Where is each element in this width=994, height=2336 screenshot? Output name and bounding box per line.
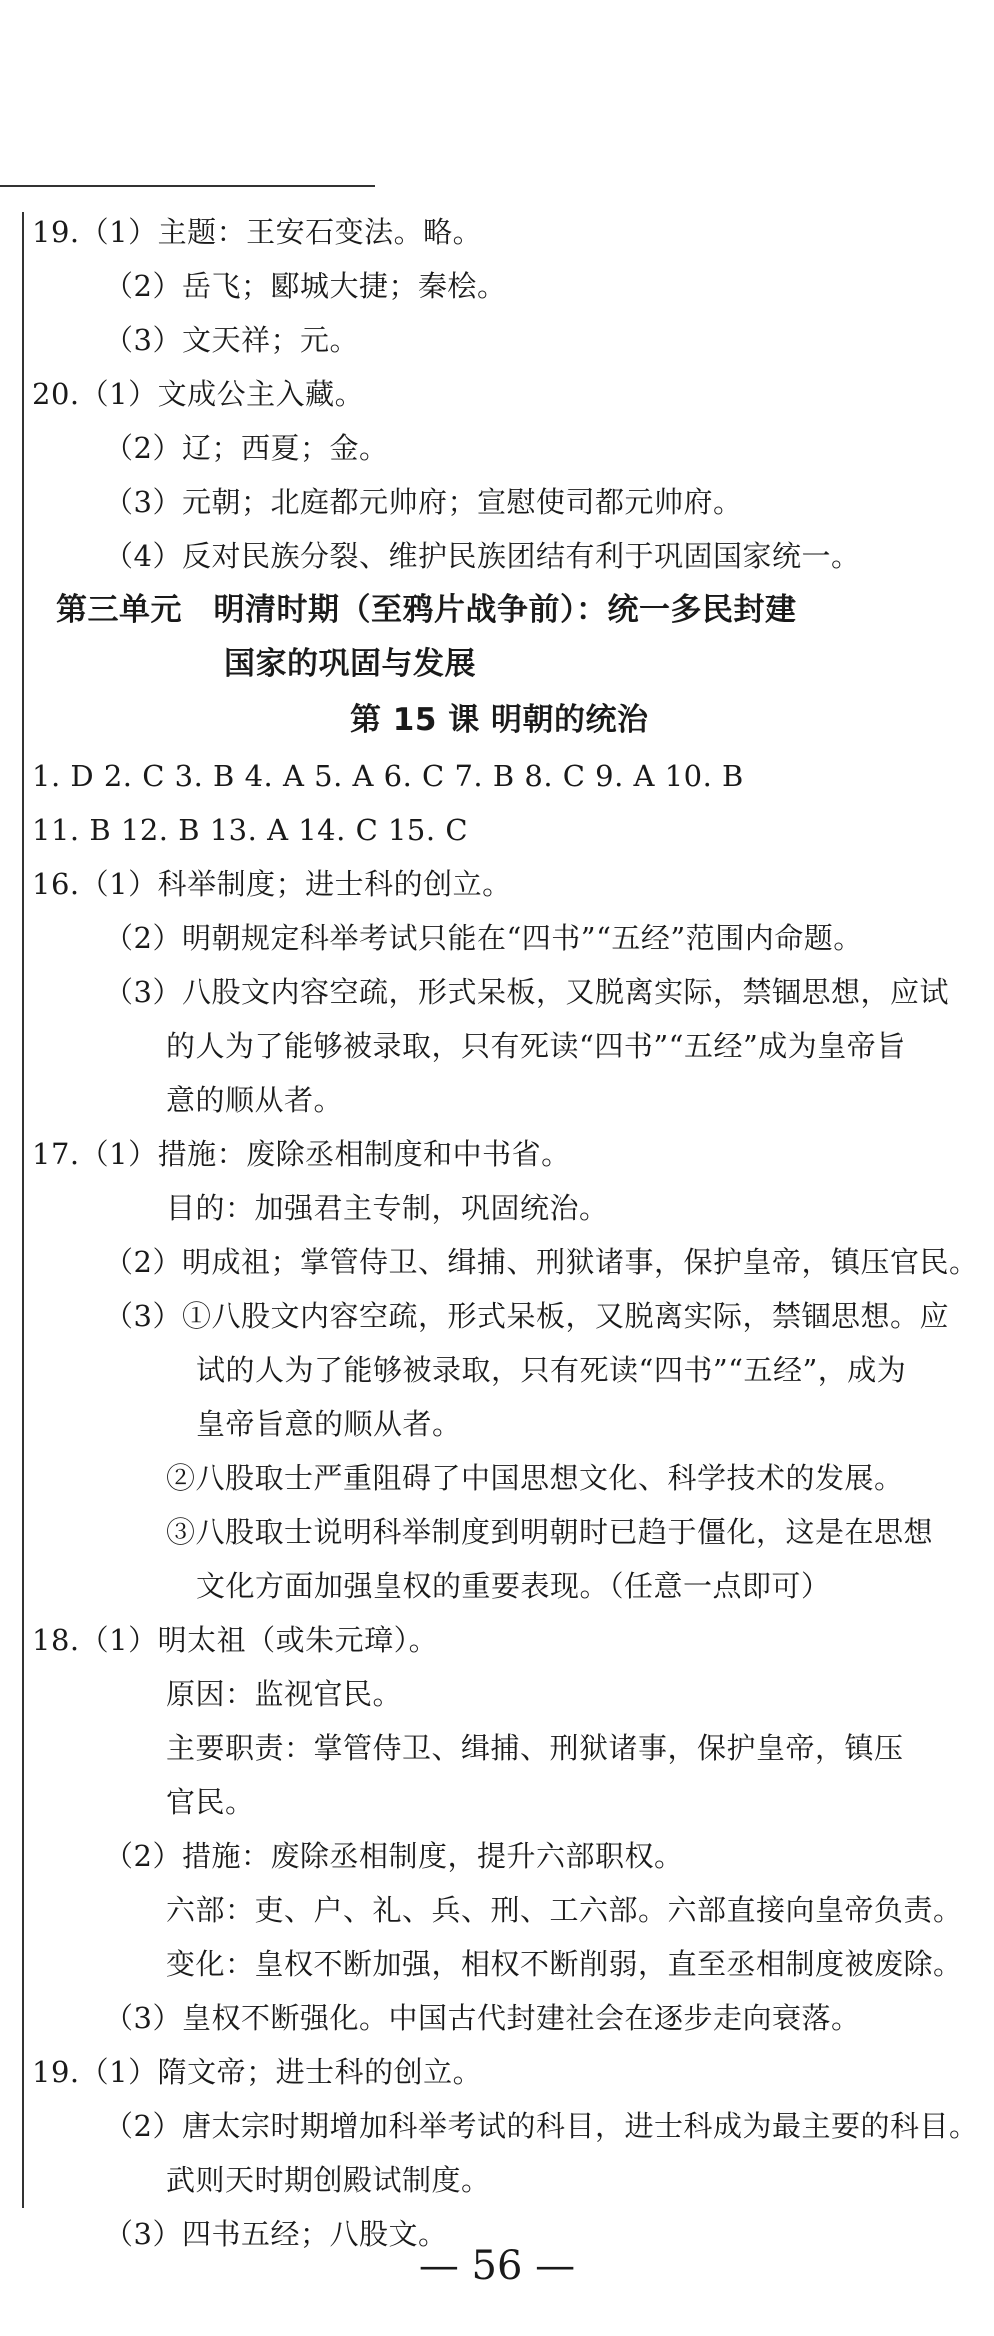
answer-line: 17.（1）措施：废除丞相制度和中书省。 (32, 1137, 571, 1171)
top-rule (0, 185, 375, 187)
answer-line: （3）①八股文内容空疏，形式呆板，又脱离实际，禁锢思想。应 (104, 1299, 949, 1333)
answer-line: 20.（1）文成公主入藏。 (32, 377, 365, 411)
answer-line: 试的人为了能够被录取，只有死读“四书”“五经”，成为 (196, 1353, 907, 1387)
answer-line: （4）反对民族分裂、维护民族团结有利于巩固国家统一。 (104, 539, 861, 573)
answer-line: 19.（1）主题：王安石变法。略。 (32, 215, 483, 249)
answer-line: （2）辽；西夏；金。 (104, 431, 389, 465)
answer-line: 的人为了能够被录取，只有死读“四书”“五经”成为皇帝旨 (166, 1029, 906, 1063)
answer-line: （2）明成祖；掌管侍卫、缉捕、刑狱诸事，保护皇帝，镇压官民。 (104, 1245, 979, 1279)
answer-line: 1. D 2. C 3. B 4. A 5. A 6. C 7. B 8. C 9. A 10. B (32, 759, 744, 793)
answer-line: 原因：监视官民。 (166, 1677, 403, 1711)
answer-line: （3）四书五经；八股文。 (104, 2217, 448, 2251)
answer-line: 16.（1）科举制度；进士科的创立。 (32, 867, 512, 901)
answer-line: 六部：吏、户、礼、兵、刑、工六部。六部直接向皇帝负责。 (166, 1893, 963, 1927)
answer-line: 目的：加强君主专制，巩固统治。 (166, 1191, 609, 1225)
unit-title: 第三单元 明清时期（至鸦片战争前）：统一多民封建 (56, 592, 797, 628)
answer-line: （3）元朝；北庭都元帅府；宣慰使司都元帅府。 (104, 485, 743, 519)
unit-title: 国家的巩固与发展 (224, 646, 476, 682)
answer-line: （2）岳飞；郾城大捷；秦桧。 (104, 269, 507, 303)
answer-line: 主要职责：掌管侍卫、缉捕、刑狱诸事，保护皇帝，镇压 (166, 1731, 904, 1765)
answer-line: （3）皇权不断强化。中国古代封建社会在逐步走向衰落。 (104, 2001, 861, 2035)
answer-line: （3）八股文内容空疏，形式呆板，又脱离实际，禁锢思想，应试 (104, 975, 949, 1009)
answer-line: 文化方面加强皇权的重要表现。（任意一点即可） (196, 1569, 831, 1603)
answer-line: 11. B 12. B 13. A 14. C 15. C (32, 813, 469, 847)
answer-line: （2）措施：废除丞相制度，提升六部职权。 (104, 1839, 684, 1873)
answer-line: ②八股取士严重阻碍了中国思想文化、科学技术的发展。 (166, 1461, 904, 1495)
answer-line: （2）明朝规定科举考试只能在“四书”“五经”范围内命题。 (104, 921, 863, 955)
answer-line: 皇帝旨意的顺从者。 (196, 1407, 462, 1441)
margin-rule (22, 212, 24, 2208)
answer-line: （2）唐太宗时期增加科举考试的科目，进士科成为最主要的科目。 (104, 2109, 979, 2143)
answer-line: 武则天时期创殿试制度。 (166, 2163, 491, 2197)
answer-line: ③八股取士说明科举制度到明朝时已趋于僵化，这是在思想 (166, 1515, 934, 1549)
answer-line: 意的顺从者。 (166, 1083, 344, 1117)
answer-line: 19.（1）隋文帝；进士科的创立。 (32, 2055, 483, 2089)
answer-line: 18.（1）明太祖（或朱元璋）。 (32, 1623, 439, 1657)
answer-line: 变化：皇权不断加强，相权不断削弱，直至丞相制度被废除。 (166, 1947, 963, 1981)
page-number: — 56 — (418, 2243, 576, 2289)
lesson-title: 第 15 课 明朝的统治 (350, 702, 649, 738)
answer-line: （3）文天祥；元。 (104, 323, 359, 357)
answer-line: 官民。 (166, 1785, 255, 1819)
